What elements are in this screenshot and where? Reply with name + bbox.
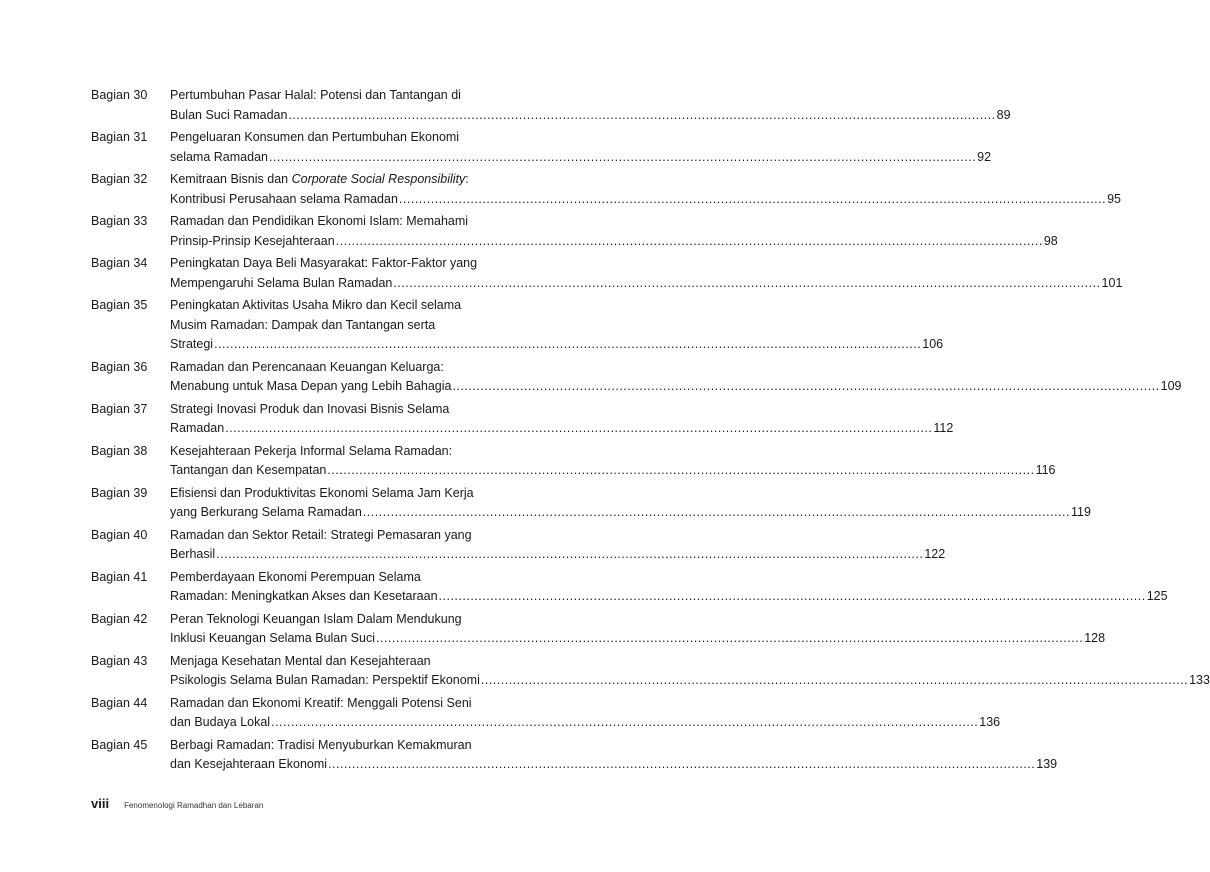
toc-page-number: 136 bbox=[979, 715, 1001, 729]
toc-entry[interactable] bbox=[91, 296, 944, 355]
toc-entry-label: Bagian 37 bbox=[91, 401, 148, 416]
toc-entry-title: Pertumbuhan Pasar Halal: Potensi dan Tantangan di Bulan Suci Ramadan ..... 89 bbox=[170, 86, 1011, 125]
toc-entry[interactable] bbox=[91, 254, 1123, 293]
toc-entry[interactable] bbox=[91, 484, 1091, 523]
toc-entry-title: Kesejahteraan Pekerja Informal Selama Ramadan: Tantangan dan Kesempatan ..... 116 bbox=[170, 442, 1056, 481]
toc-entry[interactable] bbox=[91, 86, 1011, 125]
running-title: Fenomenologi Ramadhan dan Lebaran bbox=[124, 801, 264, 810]
toc-entry-label: Bagian 40 bbox=[91, 527, 148, 542]
toc-page-number: 122 bbox=[924, 547, 946, 561]
toc-page-number: 92 bbox=[977, 149, 992, 164]
page-folio: viii bbox=[91, 796, 110, 811]
toc-entry-label: Bagian 38 bbox=[91, 443, 148, 458]
toc-entry-title: Peningkatan Daya Beli Masyarakat: Faktor-Faktor yang Mempengaruhi Selama Bulan Ramadan ..... 101 bbox=[170, 254, 1122, 293]
toc-entry-label: Bagian 43 bbox=[91, 653, 148, 668]
dot-leader bbox=[439, 587, 1146, 607]
toc-entry-label: Bagian 45 bbox=[91, 737, 148, 752]
toc-page-number: 106 bbox=[922, 337, 944, 351]
dot-leader bbox=[399, 190, 1106, 210]
toc-page-number: 128 bbox=[1084, 631, 1106, 645]
toc-entry-label: Bagian 36 bbox=[91, 359, 148, 374]
toc-page-number: 116 bbox=[1035, 463, 1056, 477]
toc-entry-label: Bagian 33 bbox=[91, 214, 148, 228]
toc-page-number: 98 bbox=[1043, 233, 1058, 248]
dot-leader bbox=[327, 461, 1034, 481]
dot-leader bbox=[328, 755, 1035, 775]
dot-leader bbox=[393, 274, 1100, 294]
table-of-contents bbox=[91, 86, 1210, 778]
toc-entry[interactable] bbox=[91, 212, 1058, 251]
toc-entry-title: Berbagi Ramadan: Tradisi Menyuburkan Kemakmuran dan Kesejahteraan Ekonomi ..... 139 bbox=[170, 736, 1057, 775]
toc-entry[interactable] bbox=[91, 128, 992, 167]
dot-leader bbox=[376, 629, 1083, 649]
toc-page-number: 133 bbox=[1189, 673, 1210, 687]
dot-leader bbox=[288, 106, 995, 126]
dot-leader bbox=[452, 377, 1159, 397]
toc-entry-label: Bagian 34 bbox=[91, 256, 148, 270]
toc-entry[interactable] bbox=[91, 526, 946, 565]
toc-page-number: 139 bbox=[1036, 757, 1058, 771]
toc-entry-title: Ramadan dan Ekonomi Kreatif: Menggali Potensi Seni dan Budaya Lokal ..... 136 bbox=[170, 694, 1000, 733]
toc-entry[interactable] bbox=[91, 568, 1168, 607]
toc-entry-label: Bagian 44 bbox=[91, 695, 148, 710]
toc-entry-label: Bagian 31 bbox=[91, 130, 148, 144]
toc-entry-title: Peran Teknologi Keuangan Islam Dalam Mendukung Inklusi Keuangan Selama Bulan Suci ..... 128 bbox=[170, 610, 1105, 649]
toc-entry-label: Bagian 41 bbox=[91, 569, 148, 584]
toc-page-number: 125 bbox=[1146, 589, 1168, 603]
toc-entry-title: Kemitraan Bisnis dan Corporate Social Responsibility: Kontribusi Perusahaan selama Ramadan ..... 95 bbox=[170, 170, 1121, 209]
toc-entry-label: Bagian 30 bbox=[91, 88, 148, 102]
toc-entry[interactable] bbox=[91, 358, 1182, 397]
toc-entry-title: Pemberdayaan Ekonomi Perempuan Selama Ramadan: Meningkatkan Akses dan Kesetaraan ..... 125 bbox=[170, 568, 1168, 607]
toc-entry-title: Strategi Inovasi Produk dan Inovasi Bisnis Selama Ramadan ..... 112 bbox=[170, 400, 953, 439]
toc-entry-title: Menjaga Kesehatan Mental dan Kesejahteraan Psikologis Selama Bulan Ramadan: Perspektif Ekonomi ..... 133 bbox=[170, 652, 1210, 691]
toc-entry-title: Pengeluaran Konsumen dan Pertumbuhan Ekonomi selama Ramadan ..... 92 bbox=[170, 128, 991, 167]
toc-entry-title: Ramadan dan Sektor Retail: Strategi Pemasaran yang Berhasil ..... 122 bbox=[170, 526, 945, 565]
dot-leader bbox=[225, 419, 932, 439]
toc-entry-label: Bagian 42 bbox=[91, 611, 148, 626]
toc-page-number: 109 bbox=[1160, 379, 1182, 393]
dot-leader bbox=[336, 232, 1043, 252]
dot-leader bbox=[216, 545, 923, 565]
toc-entry[interactable] bbox=[91, 442, 1056, 481]
dot-leader bbox=[214, 335, 921, 355]
dot-leader bbox=[271, 713, 978, 733]
toc-page-number: 101 bbox=[1101, 275, 1123, 290]
toc-entry[interactable] bbox=[91, 400, 954, 439]
toc-page-number: 112 bbox=[933, 421, 954, 435]
dot-leader bbox=[481, 671, 1188, 691]
toc-entry-title: Efisiensi dan Produktivitas Ekonomi Selama Jam Kerja yang Berkurang Selama Ramadan ..... 119 bbox=[170, 484, 1091, 523]
toc-entry[interactable] bbox=[91, 736, 1058, 775]
toc-page-number: 119 bbox=[1070, 505, 1091, 519]
dot-leader bbox=[269, 148, 976, 168]
toc-entry[interactable] bbox=[91, 694, 1001, 733]
toc-entry[interactable] bbox=[91, 652, 1210, 691]
toc-entry-title: Peningkatan Aktivitas Usaha Mikro dan Kecil selama Musim Ramadan: Dampak dan Tantangan serta Strategi ..... 106 bbox=[170, 296, 943, 355]
toc-page-number: 95 bbox=[1107, 191, 1122, 206]
toc-entry-label: Bagian 35 bbox=[91, 298, 148, 312]
toc-entry[interactable] bbox=[91, 170, 1122, 209]
dot-leader bbox=[363, 503, 1070, 523]
toc-page-number: 89 bbox=[996, 107, 1011, 122]
toc-entry-label: Bagian 32 bbox=[91, 172, 148, 186]
toc-entry[interactable] bbox=[91, 610, 1106, 649]
toc-entry-title: Ramadan dan Pendidikan Ekonomi Islam: Memahami Prinsip-Prinsip Kesejahteraan ..... 98 bbox=[170, 212, 1058, 251]
toc-entry-title: Ramadan dan Perencanaan Keuangan Keluarga: Menabung untuk Masa Depan yang Lebih Bahagia ..... 109 bbox=[170, 358, 1182, 397]
page-footer bbox=[91, 796, 263, 811]
toc-entry-label: Bagian 39 bbox=[91, 485, 148, 500]
